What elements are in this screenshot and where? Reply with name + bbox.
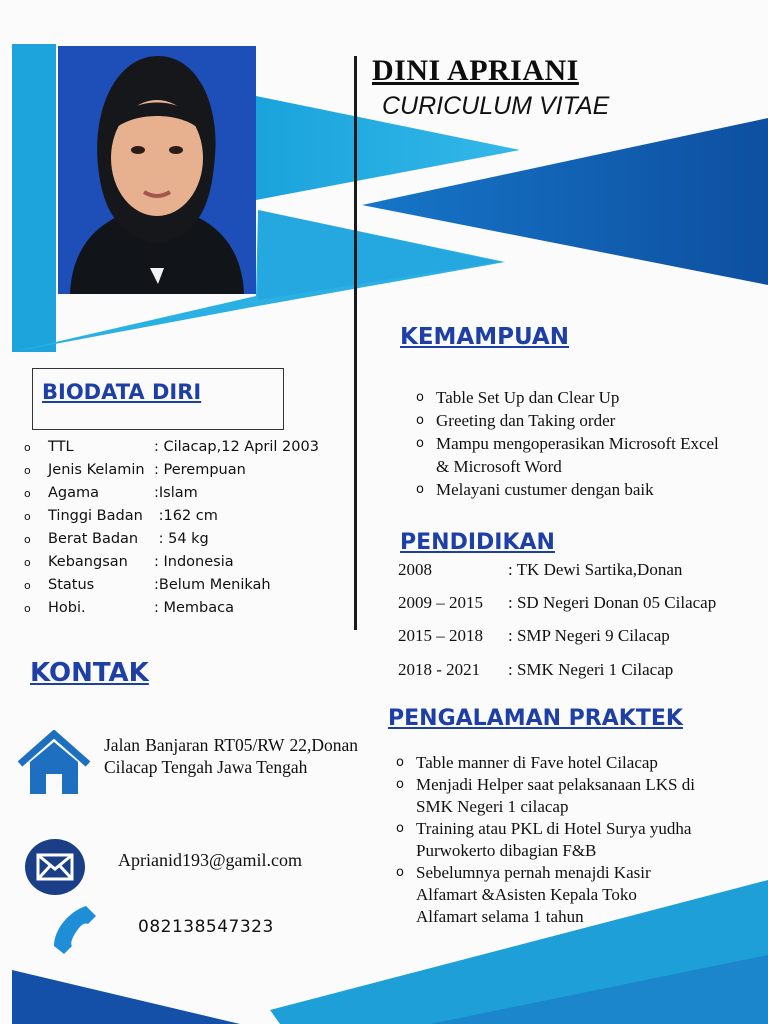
biodata-label: Hobi.: [48, 600, 86, 616]
biodata-value: : Cilacap,12 April 2003: [154, 439, 319, 455]
biodata-item: [24, 574, 319, 597]
biodata-value: : Indonesia: [154, 554, 234, 570]
pendidikan-title: PENDIDIKAN: [400, 530, 555, 555]
education-row: [398, 626, 670, 646]
profile-photo: [58, 46, 256, 294]
bullet-icon: o: [24, 441, 31, 454]
list-item: o Mampu mengoperasikan Microsoft Excel: [412, 432, 719, 455]
list-line: Table manner di Fave hotel Cilacap: [416, 753, 658, 772]
biodata-item: [24, 436, 319, 459]
biodata-label: Berat Badan: [48, 531, 139, 547]
pengalaman-list: [392, 752, 695, 928]
education-row: [398, 560, 682, 580]
pengalaman-title: PENGALAMAN PRAKTEK: [388, 706, 683, 731]
bullet-icon: o: [24, 487, 31, 500]
address-text: Jalan Banjaran RT05/RW 22,Donan Cilacap Tengah Jawa Tengah: [104, 735, 358, 777]
biodata-list: [24, 436, 319, 620]
cv-name: DINI APRIANI: [372, 54, 579, 87]
mail-icon: [24, 836, 86, 898]
biodata-label: Tinggi Badan: [48, 508, 143, 524]
biodata-value: : Perempuan: [154, 462, 246, 478]
bullet-icon: o: [24, 533, 31, 546]
education-year: 2018 - 2021: [398, 660, 481, 679]
kemampuan-title: KEMAMPUAN: [400, 324, 569, 350]
list-line: Alfamart &Asisten Kepala Toko: [416, 885, 637, 904]
list-item: [392, 862, 695, 928]
biodata-label: TTL: [48, 439, 74, 455]
list-item: [392, 818, 695, 862]
list-item: o Melayani custumer dengan baik: [412, 478, 719, 501]
bullet-icon: o: [24, 579, 31, 592]
biodata-value: :Belum Menikah: [154, 577, 271, 593]
education-year: 2008: [398, 560, 432, 579]
biodata-title: BIODATA DIRI: [42, 380, 202, 404]
home-icon: [16, 730, 92, 796]
list-line: Training atau PKL di Hotel Surya yudha: [416, 819, 692, 838]
education-row: [398, 660, 673, 680]
phone-text: 082138547323: [138, 917, 274, 937]
vertical-divider: [354, 56, 357, 630]
bullet-icon: o: [24, 464, 31, 477]
phone-icon: [46, 900, 108, 962]
education-school: : SMK Negeri 1 Cilacap: [508, 660, 674, 679]
email-text: Aprianid193@gamil.com: [118, 850, 303, 870]
bullet-icon: o: [24, 556, 31, 569]
list-item: o Table Set Up dan Clear Up: [412, 386, 719, 409]
education-school: : TK Dewi Sartika,Donan: [508, 560, 683, 579]
biodata-value: : 54 kg: [154, 531, 209, 547]
list-item: [392, 752, 695, 774]
list-line: SMK Negeri 1 cilacap: [416, 797, 569, 816]
list-item-continuation: & Microsoft Word: [436, 457, 562, 476]
biodata-value: :162 cm: [154, 508, 218, 524]
biodata-label: Jenis Kelamin: [48, 462, 145, 478]
biodata-label: Kebangsan: [48, 554, 128, 570]
biodata-item: [24, 482, 319, 505]
education-row: [398, 593, 716, 613]
education-school: : SD Negeri Donan 05 Cilacap: [508, 593, 717, 612]
biodata-item: [24, 459, 319, 482]
education-school: : SMP Negeri 9 Cilacap: [508, 626, 670, 645]
biodata-item: [24, 551, 319, 574]
list-item: o Greeting dan Taking order: [412, 409, 719, 432]
biodata-item: [24, 505, 319, 528]
cv-subtitle: CURICULUM VITAE: [382, 92, 610, 120]
kemampuan-list: [412, 386, 719, 501]
biodata-item: [24, 528, 319, 551]
list-line: Purwokerto dibagian F&B: [416, 841, 597, 860]
education-year: 2015 – 2018: [398, 626, 483, 645]
bullet-icon: o: [24, 602, 31, 615]
list-line: Menjadi Helper saat pelaksanaan LKS di: [416, 775, 695, 794]
education-year: 2009 – 2015: [398, 593, 483, 612]
list-line: Sebelumnya pernah menajdi Kasir: [416, 863, 651, 882]
biodata-label: Agama: [48, 485, 100, 501]
biodata-value: : Membaca: [154, 600, 234, 616]
biodata-item: [24, 597, 319, 620]
kontak-title: KONTAK: [30, 658, 149, 688]
bullet-icon: o: [24, 510, 31, 523]
list-line: Alfamart selama 1 tahun: [416, 907, 584, 926]
biodata-label: Status: [48, 577, 95, 593]
biodata-value: :Islam: [154, 485, 198, 501]
list-item: [392, 774, 695, 818]
